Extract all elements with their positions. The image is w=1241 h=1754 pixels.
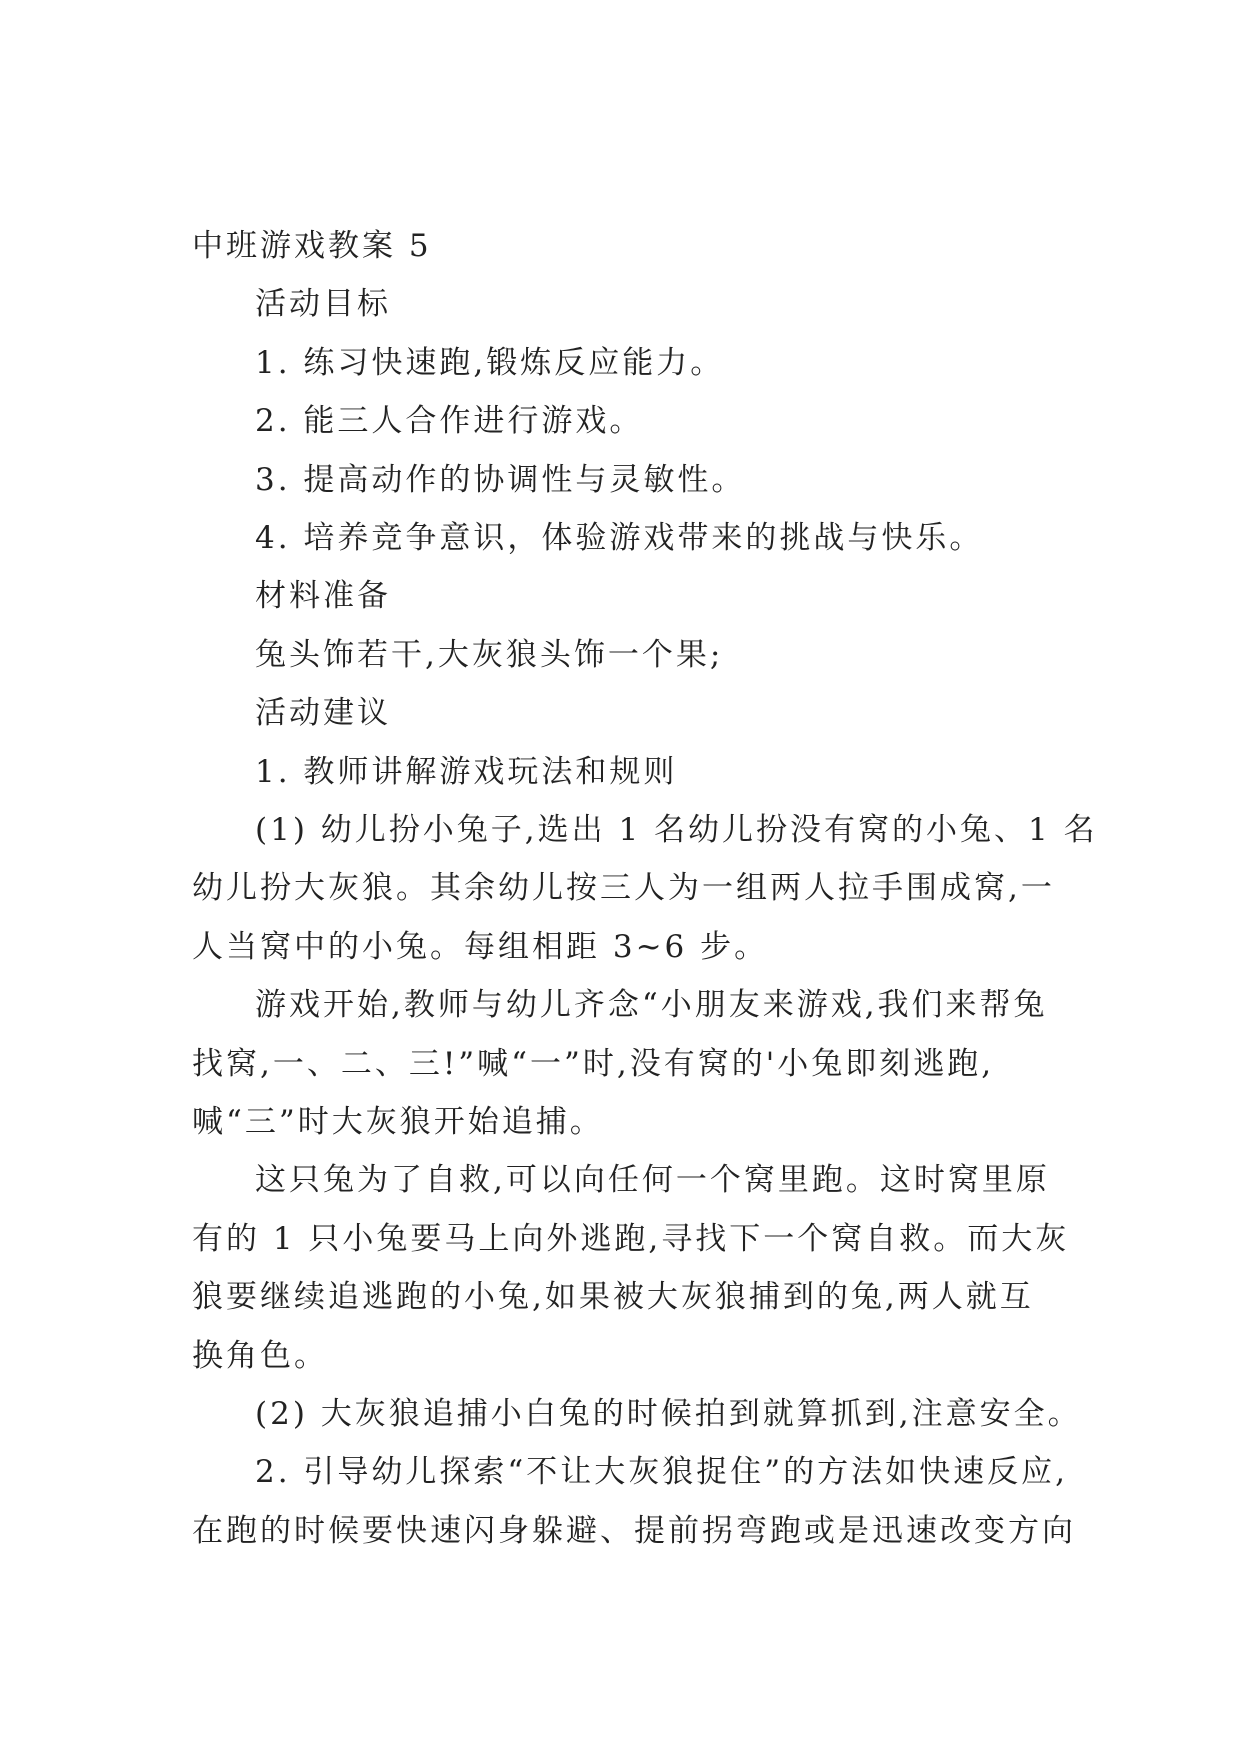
paragraph-line: 找窝,一、二、三!”喊“一”时,没有窝的'小兔即刻逃跑,: [192, 1046, 995, 1082]
paragraph-line: 2. 引导幼儿探索“不让大灰狼捉住”的方法如快速反应,: [255, 1454, 1068, 1490]
paragraph-line: (2) 大灰狼追捕小白兔的时候拍到就算抓到,注意安全。: [255, 1396, 1082, 1432]
paragraph-line: 这只兔为了自救,可以向任何一个窝里跑。这时窝里原: [255, 1162, 1050, 1198]
paragraph-line: 人当窝中的小兔。每组相距 3~6 步。: [192, 929, 769, 965]
paragraph-line: 2. 能三人合作进行游戏。: [255, 403, 644, 439]
paragraph-line: 兔头饰若干,大灰狼头饰一个果;: [255, 637, 724, 673]
paragraph-line: 狼要继续追逃跑的小兔,如果被大灰狼捕到的兔,两人就互: [192, 1279, 1034, 1315]
paragraph-line: 游戏开始,教师与幼儿齐念“小朋友来游戏,我们来帮兔: [255, 987, 1048, 1023]
section-heading: 材料准备: [255, 578, 391, 614]
paragraph-line: 幼儿扮大灰狼。其余幼儿按三人为一组两人拉手围成窝,一: [192, 870, 1055, 906]
section-heading: 活动建议: [255, 695, 391, 731]
document-title: 中班游戏教案 5: [192, 228, 432, 264]
paragraph-line: 有的 1 只小兔要马上向外逃跑,寻找下一个窝自救。而大灰: [192, 1221, 1070, 1257]
section-heading: 活动目标: [255, 286, 391, 322]
paragraph-line: 在跑的时候要快速闪身躲避、提前拐弯跑或是迅速改变方向: [192, 1513, 1076, 1549]
paragraph-line: 1. 教师讲解游戏玩法和规则: [255, 754, 678, 790]
paragraph-line: 3. 提高动作的协调性与灵敏性。: [255, 462, 746, 498]
paragraph-line: 4. 培养竞争意识，体验游戏带来的挑战与快乐。: [255, 520, 984, 556]
paragraph-line: 1. 练习快速跑,锻炼反应能力。: [255, 345, 725, 381]
paragraph-line: 换角色。: [192, 1338, 328, 1374]
paragraph-line: (1) 幼儿扮小兔子,选出 1 名幼儿扮没有窝的小兔、1 名: [255, 812, 1098, 848]
paragraph-line: 喊“三”时大灰狼开始追捕。: [192, 1104, 604, 1140]
